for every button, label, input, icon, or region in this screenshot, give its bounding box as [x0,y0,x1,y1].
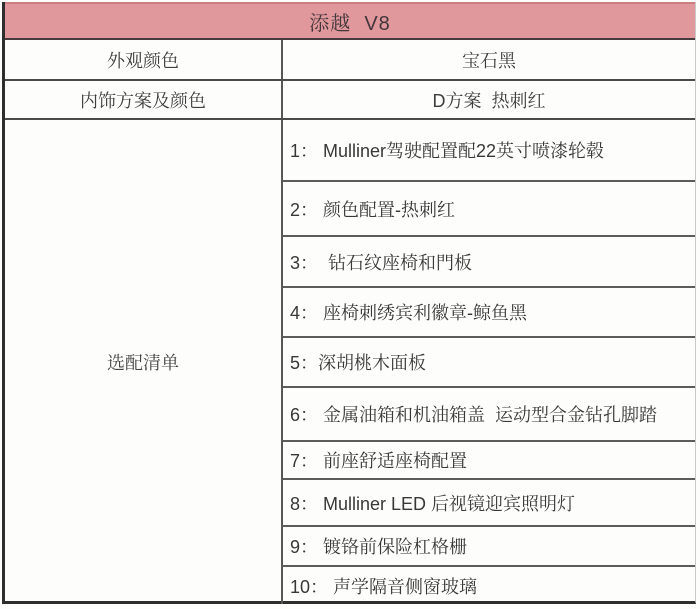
option-item-5: 5：深胡桃木面板 [283,338,695,388]
option-item-9: 9： 镀铬前保险杠格栅 [283,527,695,567]
interior-scheme-value: D方案 热刺红 [432,90,546,111]
option-item-8: 8： Mulliner LED 后视镜迎宾照明灯 [283,480,695,527]
option-item-2: 2： 颜色配置-热刺红 [283,182,695,237]
option-item-10: 10： 声学隔音侧窗玻璃 [290,576,478,597]
exterior-color-value: 宝石黑 [462,50,516,71]
table-title-row [5,2,695,40]
option-item-1: 1： Mulliner驾驶配置配22英寸喷漆轮毂 [283,120,695,182]
vehicle-config-table [2,2,696,604]
options-list [283,120,695,604]
option-item-4: 4： 座椅刺绣宾利徽章-鲸鱼黑 [283,288,695,338]
table-row [5,81,695,120]
option-item-3: 3： 钻石纹座椅和門板 [283,237,695,288]
option-item-6: 6： 金属油箱和机油箱盖 运动型合金钻孔脚踏 [283,388,695,442]
vehicle-model-title: 添越 V8 [309,12,391,35]
exterior-color-label: 外观颜色 [5,40,283,79]
table-row [5,40,695,81]
options-section [5,120,695,604]
options-list-label: 选配清单 [5,120,283,604]
interior-scheme-label: 内饰方案及颜色 [5,81,283,118]
option-item-7: 7： 前座舒适座椅配置 [283,442,695,480]
